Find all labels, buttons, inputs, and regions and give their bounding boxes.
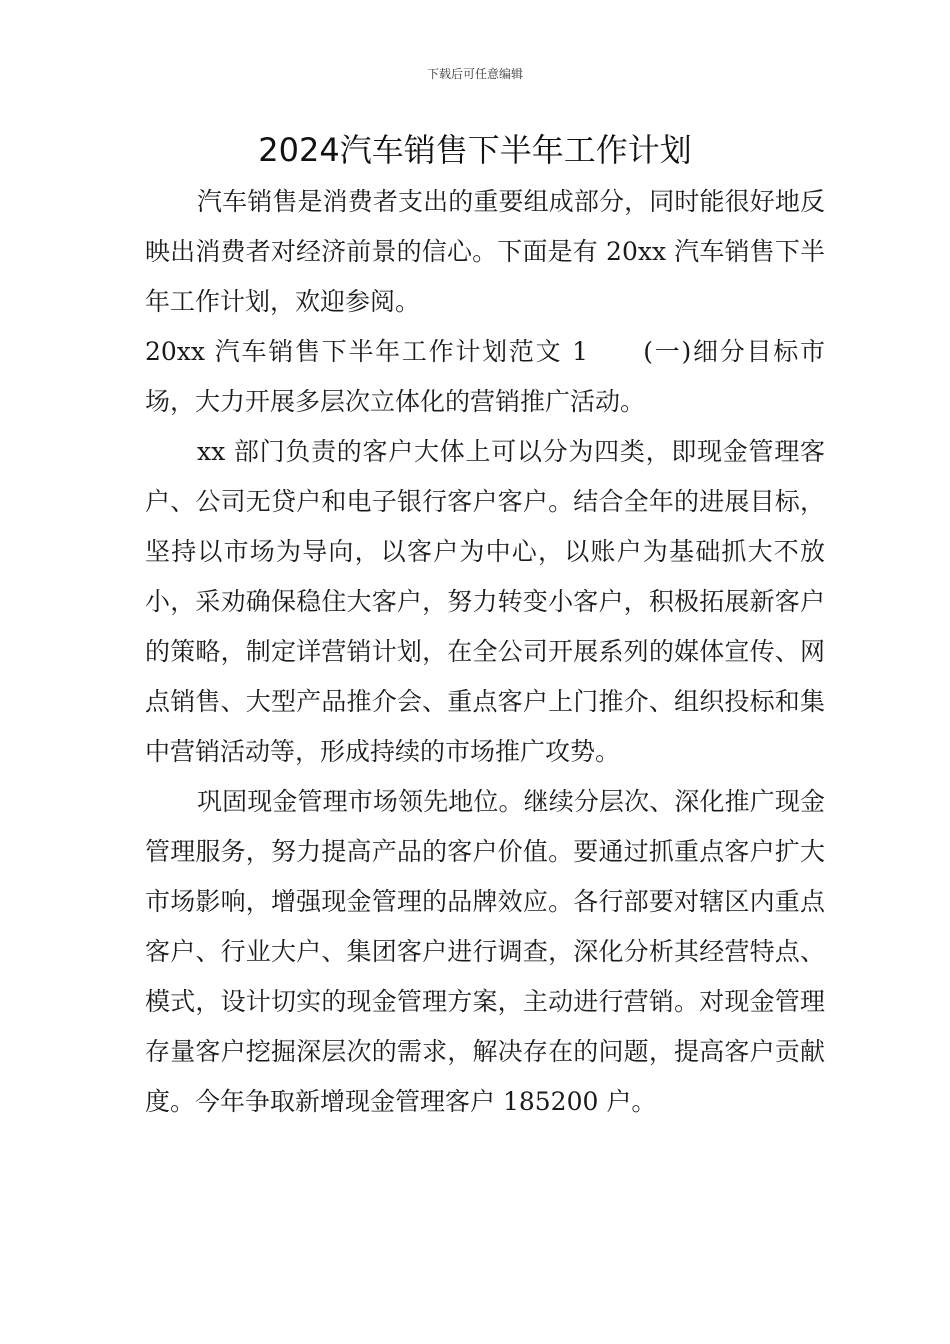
paragraph-customer-strategy: xx 部门负责的客户大体上可以分为四类，即现金管理客户、公司无贷户和电子银行客户客户。结合全年的进展目标，坚持以市场为导向，以客户为中心，以账户为基础抓大不放小，采劝确保稳住大客户，努力转变小客户，积极拓展新客户的策略，制定详营销计划，在全公司开展系列的媒体宣传、网点销售、大型产品推介会、重点客户上门推介、组织投标和集中营销活动等，形成持续的市场推广攻势。 [145, 437, 825, 766]
header-note: 下载后可任意编辑 [426, 67, 523, 81]
paragraph-intro: 汽车销售是消费者支出的重要组成部分，同时能很好地反映出消费者对经济前景的信心。下面是有 20xx 汽车销售下半年工作计划，欢迎参阅。 [145, 187, 825, 316]
paragraph-section-heading: 20xx 汽车销售下半年工作计划范文 1 (一)细分目标市场，大力开展多层次立体化的营销推广活动。 [145, 337, 825, 416]
paragraph-cash-management: 巩固现金管理市场领先地位。继续分层次、深化推广现金管理服务，努力提高产品的客户价值。要通过抓重点客户扩大市场影响，增强现金管理的品牌效应。各行部要对辖区内重点客户、行业大户、集团客户进行调查，深化分析其经营特点、模式，设计切实的现金管理方案，主动进行营销。对现金管理存量客户挖掘深层次的需求，解决存在的问题，提高客户贡献度。今年争取新增现金管理客户 185200 户。 [145, 787, 825, 1116]
page-title: 2024汽车销售下半年工作计划 [258, 131, 692, 169]
document-body [145, 177, 825, 1127]
